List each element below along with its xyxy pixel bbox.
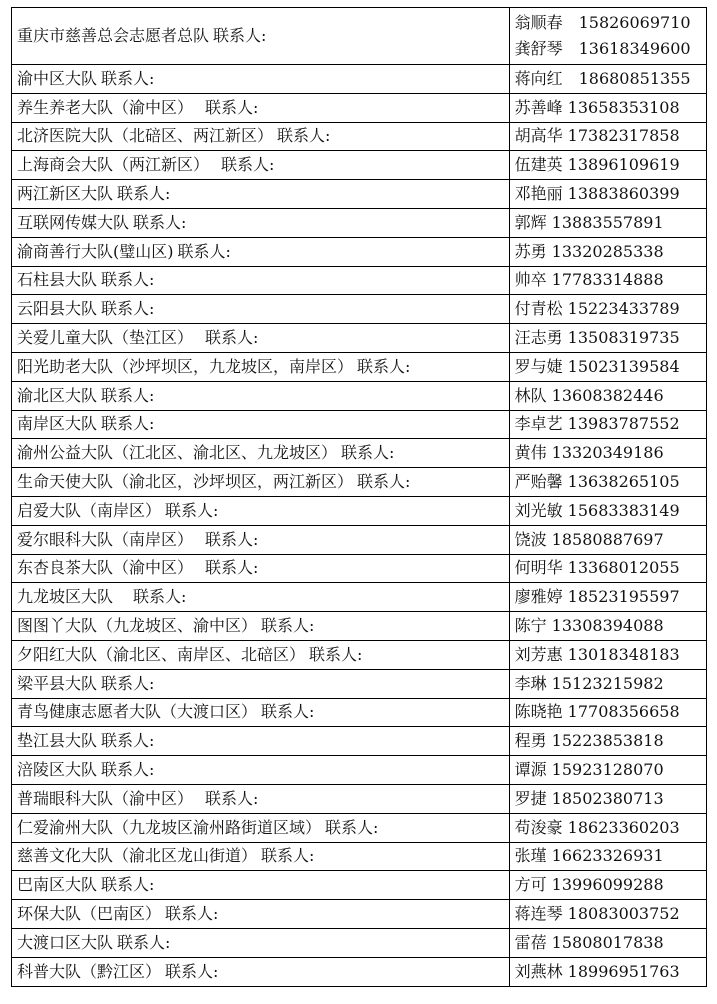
unit-cell <box>12 813 510 842</box>
unit-cell <box>12 784 510 813</box>
contact-cell <box>509 237 706 266</box>
contact-cell <box>509 324 706 353</box>
contact-table <box>11 7 707 987</box>
unit-cell <box>12 583 510 612</box>
table-row <box>12 439 707 468</box>
unit-name: 云阳县大队 <box>17 299 98 319</box>
table-row <box>12 612 707 641</box>
unit-name: 环保大队（巴南区） <box>17 904 162 923</box>
table-row <box>12 900 707 929</box>
contact-person: 谭源 15923128070 <box>514 760 664 780</box>
unit-cell <box>12 727 510 756</box>
unit-cell <box>12 208 510 237</box>
contact-person: 张瑾 16623326931 <box>514 846 664 866</box>
table-row <box>12 208 707 237</box>
contact-label: 联系人: <box>101 760 155 780</box>
contact-cell <box>509 468 706 497</box>
unit-cell <box>12 295 510 324</box>
contact-label: 联系人: <box>325 817 379 837</box>
contact-label: 联系人: <box>101 68 155 88</box>
contact-label: 联系人: <box>213 26 267 45</box>
unit-name: 普瑞眼科大队（渝中区） <box>17 788 186 808</box>
unit-name: 仁爱渝州大队（九龙坡区渝州路街道区域） <box>17 817 322 837</box>
contact-person: 雷蓓 15808017838 <box>514 932 664 952</box>
contact-cell <box>509 208 706 237</box>
table-row <box>12 813 707 842</box>
contact-person: 郭辉 13883557891 <box>514 212 664 232</box>
contact-cell <box>509 640 706 669</box>
contact-cell <box>509 900 706 929</box>
unit-name: 南岸区大队 <box>17 414 98 434</box>
table-row <box>12 554 707 583</box>
unit-cell <box>12 8 510 65</box>
unit-name: 科普大队（黔江区） <box>17 961 162 981</box>
contact-cell <box>509 871 706 900</box>
contact-person: 付青松 15223433789 <box>514 299 680 319</box>
contact-cell <box>509 65 706 94</box>
contact-label: 联系人: <box>189 558 259 578</box>
table-row <box>12 871 707 900</box>
contact-person: 饶波 18580887697 <box>514 529 664 549</box>
contact-cell <box>509 439 706 468</box>
contact-person: 李琳 15123215982 <box>514 673 664 693</box>
table-row <box>12 410 707 439</box>
contact-label: 联系人: <box>309 644 363 664</box>
contact-label: 联系人: <box>177 241 231 261</box>
unit-cell <box>12 554 510 583</box>
contact-person: 方可 13996099288 <box>514 875 664 895</box>
unit-cell <box>12 266 510 295</box>
contact-label: 联系人: <box>101 673 155 693</box>
contact-cell <box>509 295 706 324</box>
table-row <box>12 381 707 410</box>
contact-label: 联系人: <box>261 702 315 722</box>
contact-cell <box>509 612 706 641</box>
contact-label: 联系人: <box>101 875 155 895</box>
contact-person: 苏善峰 13658353108 <box>514 97 680 117</box>
contact-label: 联系人: <box>101 270 155 290</box>
contact-label: 联系人: <box>101 414 155 434</box>
contact-person: 罗与婕 15023139584 <box>514 356 680 376</box>
contact-label: 联系人: <box>133 212 187 232</box>
contact-person: 程勇 15223853818 <box>514 731 664 751</box>
table-row <box>12 65 707 94</box>
unit-name: 夕阳红大队（渝北区、南岸区、北碚区） <box>17 644 306 664</box>
table-row <box>12 496 707 525</box>
unit-cell <box>12 669 510 698</box>
unit-name: 图图丫大队（九龙坡区、渝中区） <box>17 616 258 636</box>
contact-cell <box>509 151 706 180</box>
contact-cell <box>509 266 706 295</box>
unit-name: 关爱儿童大队（垫江区） <box>17 328 186 348</box>
table-row <box>12 525 707 554</box>
contact-person: 刘光敏 15683383149 <box>514 500 680 520</box>
table-row <box>12 352 707 381</box>
contact-label: 联系人: <box>165 961 219 981</box>
contact-cell <box>509 496 706 525</box>
contact-cell <box>509 93 706 122</box>
unit-cell <box>12 612 510 641</box>
contact-person: 李卓艺 13983787552 <box>514 414 680 434</box>
table-row <box>12 266 707 295</box>
table-row <box>12 698 707 727</box>
contact-person: 帅卒 17783314888 <box>514 270 664 290</box>
unit-cell <box>12 496 510 525</box>
contact-person: 刘燕林 18996951763 <box>514 961 680 981</box>
contact-person: 廖雅婷 18523195597 <box>514 587 680 607</box>
unit-cell <box>12 65 510 94</box>
unit-name: 渝商善行大队(璧山区) <box>17 241 174 261</box>
unit-name: 巴南区大队 <box>17 875 98 895</box>
unit-cell <box>12 237 510 266</box>
unit-name: 渝州公益大队（江北区、渝北区、九龙坡区） <box>17 443 338 463</box>
contact-label: 联系人: <box>341 443 395 463</box>
unit-name: 爱尔眼科大队（南岸区） <box>17 529 186 549</box>
contact-cell <box>509 525 706 554</box>
contact-label: 联系人: <box>357 356 411 376</box>
contact-cell <box>509 381 706 410</box>
unit-name: 青鸟健康志愿者大队（大渡口区） <box>17 702 258 722</box>
contact-person: 黄伟 13320349186 <box>514 443 664 463</box>
unit-cell <box>12 468 510 497</box>
unit-name: 北济医院大队（北碚区、两江新区） <box>17 126 274 146</box>
unit-cell <box>12 756 510 785</box>
unit-cell <box>12 640 510 669</box>
unit-cell <box>12 180 510 209</box>
contact-cell <box>509 727 706 756</box>
unit-cell <box>12 871 510 900</box>
contact-person: 何明华 13368012055 <box>514 558 680 578</box>
table-row <box>12 324 707 353</box>
contact-label: 联系人: <box>101 731 155 751</box>
unit-cell <box>12 698 510 727</box>
contact-cell <box>509 928 706 957</box>
contact-cell <box>509 669 706 698</box>
unit-cell <box>12 957 510 986</box>
table-row <box>12 583 707 612</box>
table-row <box>12 180 707 209</box>
contact-person: 苏勇 13320285338 <box>514 241 664 261</box>
unit-name: 垫江县大队 <box>17 731 98 751</box>
table-row <box>12 928 707 957</box>
contact-person: 翁顺春 15826069710 <box>514 13 691 32</box>
unit-name: 两江新区大队 <box>17 184 114 204</box>
table-row <box>12 151 707 180</box>
contact-cell <box>509 352 706 381</box>
contact-cell <box>509 756 706 785</box>
table-row <box>12 727 707 756</box>
contact-person: 陈晓艳 17708356658 <box>514 702 680 722</box>
unit-cell <box>12 410 510 439</box>
unit-name: 石柱县大队 <box>17 270 98 290</box>
unit-name: 慈善文化大队（渝北区龙山街道） <box>17 846 258 866</box>
unit-name: 上海商会大队（两江新区） <box>17 155 202 175</box>
contact-person: 刘芳惠 13018348183 <box>514 644 680 664</box>
contact-label: 联系人: <box>189 788 259 808</box>
contact-label: 联系人: <box>101 299 155 319</box>
contact-label: 联系人: <box>117 932 171 952</box>
unit-cell <box>12 439 510 468</box>
contact-person: 苟浚豪 18623360203 <box>514 817 680 837</box>
contact-label: 联系人: <box>261 616 315 636</box>
table-row <box>12 842 707 871</box>
unit-name: 涪陵区大队 <box>17 760 98 780</box>
table-row <box>12 93 707 122</box>
contact-cell <box>509 554 706 583</box>
unit-name: 渝北区大队 <box>17 385 98 405</box>
contact-cell <box>509 813 706 842</box>
table-row <box>12 468 707 497</box>
contact-cell <box>509 180 706 209</box>
contact-label: 联系人: <box>277 126 331 146</box>
unit-cell <box>12 324 510 353</box>
contact-person: 陈宁 13308394088 <box>514 616 664 636</box>
contact-person: 蒋连琴 18083003752 <box>514 904 680 923</box>
contact-label: 联系人: <box>189 97 259 117</box>
contact-person: 蒋向红 18680851355 <box>514 68 691 88</box>
unit-name: 大渡口区大队 <box>17 932 114 952</box>
contact-person: 严贻馨 13638265105 <box>514 472 680 492</box>
table-row <box>12 122 707 151</box>
contact-person: 邓艳丽 13883860399 <box>514 184 680 204</box>
contact-label: 联系人: <box>357 472 411 492</box>
contact-cell <box>509 842 706 871</box>
contact-person: 汪志勇 13508319735 <box>514 328 680 348</box>
unit-name: 东杏良茶大队（渝中区） <box>17 558 186 578</box>
unit-cell <box>12 381 510 410</box>
contact-label: 联系人: <box>205 155 275 175</box>
contact-label: 联系人: <box>101 385 155 405</box>
unit-cell <box>12 928 510 957</box>
contact-cell <box>509 410 706 439</box>
unit-cell <box>12 93 510 122</box>
table-row <box>12 295 707 324</box>
unit-name: 阳光助老大队（沙坪坝区，九龙坡区，南岸区） <box>17 356 354 376</box>
unit-name: 互联网传媒大队 <box>17 212 130 232</box>
contact-person: 林队 13608382446 <box>514 385 664 405</box>
table-row <box>12 237 707 266</box>
table-row <box>12 957 707 986</box>
table-row <box>12 784 707 813</box>
contact-cell <box>509 122 706 151</box>
contact-cell <box>509 957 706 986</box>
contact-cell <box>509 8 706 65</box>
contact-person: 龚舒琴 13618349600 <box>514 39 691 58</box>
contact-label: 联系人: <box>165 500 219 520</box>
unit-cell <box>12 900 510 929</box>
table-row <box>12 8 707 65</box>
contact-label: 联系人: <box>261 846 315 866</box>
contact-label: 联系人: <box>189 328 259 348</box>
contact-label: 联系人: <box>189 529 259 549</box>
unit-name: 养生养老大队（渝中区） <box>17 97 186 117</box>
unit-cell <box>12 525 510 554</box>
contact-cell <box>509 698 706 727</box>
table-row <box>12 756 707 785</box>
unit-cell <box>12 151 510 180</box>
unit-name: 梁平县大队 <box>17 673 98 693</box>
unit-name: 渝中区大队 <box>17 68 98 88</box>
unit-name: 生命天使大队（渝北区，沙坪坝区，两江新区） <box>17 472 354 492</box>
unit-cell <box>12 842 510 871</box>
unit-name: 九龙坡区大队 <box>17 587 114 607</box>
contact-label: 联系人: <box>165 904 219 923</box>
table-row <box>12 669 707 698</box>
unit-name: 启爱大队（南岸区） <box>17 500 162 520</box>
unit-name: 重庆市慈善总会志愿者总队 <box>17 26 210 45</box>
contact-person: 胡高华 17382317858 <box>514 126 680 146</box>
contact-label: 联系人: <box>117 587 187 607</box>
contact-person: 罗捷 18502380713 <box>514 788 664 808</box>
contact-cell <box>509 583 706 612</box>
table-row <box>12 640 707 669</box>
contact-cell <box>509 784 706 813</box>
contact-person: 伍建英 13896109619 <box>514 155 680 175</box>
unit-cell <box>12 122 510 151</box>
contact-label: 联系人: <box>117 184 171 204</box>
unit-cell <box>12 352 510 381</box>
